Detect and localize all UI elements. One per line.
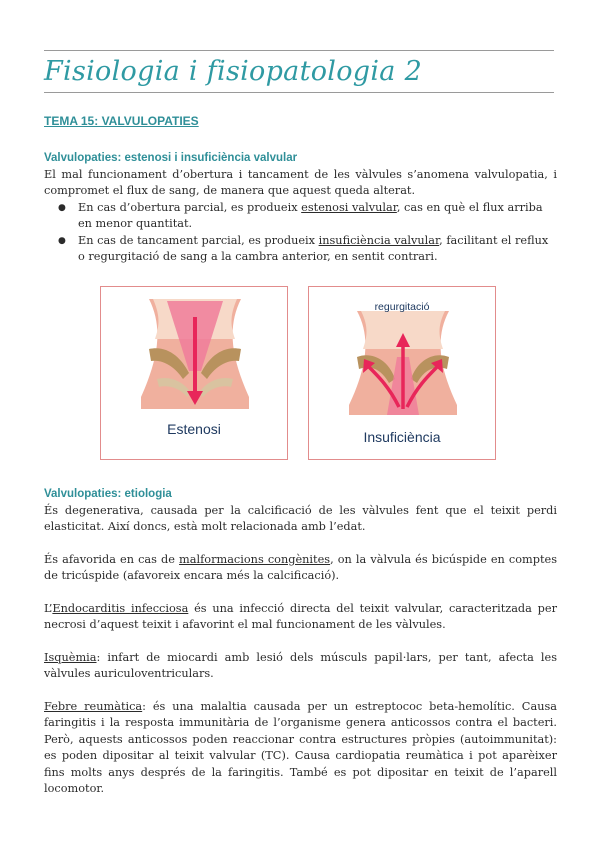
term-rheumatic-fever: Febre reumàtica: [44, 699, 143, 713]
section-etiology: [44, 486, 557, 798]
intro-paragraph: El mal funcionament d’obertura i tancament de les vàlvules s’anomena valvulopatia, i compromet el flux de sang, de manera que aquest queda alterat.: [44, 167, 557, 197]
figure-insufficiency: [308, 286, 496, 460]
term-congenital: malformacions congènites: [179, 552, 331, 566]
term-stenosis: estenosi valvular: [301, 200, 397, 214]
figure-stenosis: [100, 286, 288, 460]
term-ischemia: Isquèmia: [44, 650, 97, 664]
term-insufficiency: insuficiència valvular: [318, 233, 440, 247]
section-heading: Valvulopaties: estenosi i insuficiència valvular: [44, 152, 298, 164]
section-heading: Valvulopaties: etiologia: [44, 488, 172, 500]
valve-figures: [100, 286, 500, 462]
topic-title: TEMA 15: VALVULOPATIES: [44, 114, 199, 128]
paragraph-endocarditis: L’Endocarditis infecciosa és una infecció directa del teixit valvular, caracteritzada per necrosi d’aquest teixit i afavorint el mal funcionament de les vàlvules.: [44, 601, 557, 631]
paragraph-degenerative: És degenerativa, causada per la calcificació de les vàlvules fent que el teixit perdi elasticitat. Així doncs, està molt relacionada amb l’edat.: [44, 503, 557, 533]
paragraph-congenital: És afavorida en cas de malformacions congènites, on la vàlvula és bicúspide en comptes de tricúspide (afavoreix encara més la calcificació).: [44, 552, 557, 582]
section-stenosis-insufficiency: [44, 150, 557, 266]
page-title: Fisiologia i fisiopatologia 2: [44, 56, 423, 87]
bullet-list: [44, 200, 557, 266]
paragraph-ischemia: Isquèmia: infart de miocardi amb lesió dels músculs papil·lars, per tant, afecta les vàlvules auriculoventriculars.: [44, 650, 557, 680]
term-endocarditis: Endocarditis infecciosa: [52, 601, 189, 615]
figure-label-insufficiency: Insuficiència: [363, 429, 441, 445]
paragraph-rheumatic-fever: Febre reumàtica: és una malaltia causada per un estreptococ beta-hemolític. Causa faringitis i la resposta immunitària de l’organisme genera anticossos contra el bacteri. Però, aquests anticossos poden reaccionar contra estructures pròpies (autoimmunitat): es poden dipositar al teixit valvular (TC). Causa cardiopatia reumàtica i pot aparèixer fins molts anys després de la faringitis. També es pot dipositar en teixit de l’aparell locomotor.: [44, 699, 557, 795]
list-item: ● En cas d’obertura parcial, es produeix estenosi valvular, cas en què el flux arriba en menor quantitat.: [78, 200, 557, 233]
header-rule-bottom: [44, 92, 554, 93]
regurgitation-annotation: regurgitació: [374, 301, 430, 313]
list-item: ● En cas de tancament parcial, es produeix insuficiència valvular, facilitant el reflux o regurgitació de sang a la cambra anterior, en sentit contrari.: [78, 233, 557, 266]
figure-label-stenosis: Estenosi: [167, 421, 221, 437]
header-rule-top: [44, 50, 554, 51]
